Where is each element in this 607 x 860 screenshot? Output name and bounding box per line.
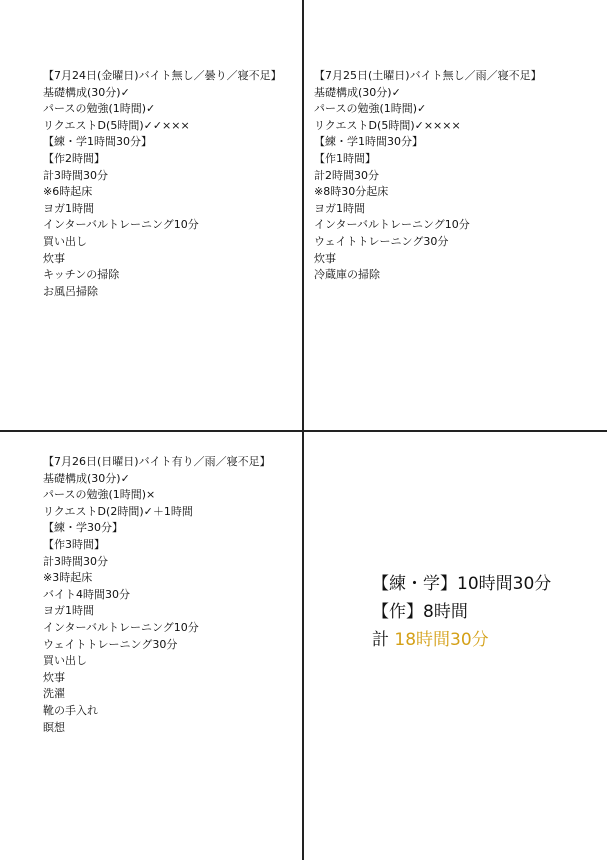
- log-line: 冷蔵庫の掃除: [314, 268, 380, 282]
- log-line: 洗濯: [43, 687, 65, 701]
- log-line: ※6時起床: [43, 185, 93, 199]
- log-line: 【7月24日(金曜日)バイト無し／曇り／寝不足】: [43, 69, 282, 82]
- log-line: バイト4時間30分: [43, 587, 130, 601]
- day-log-jul26: [43, 454, 271, 736]
- log-line: ウェイトトレーニング30分: [314, 234, 449, 248]
- summary-total: [372, 626, 551, 654]
- log-line: 炊事: [43, 251, 65, 265]
- log-line: 【練・学30分】: [43, 521, 123, 535]
- log-line: 【作2時間】: [43, 151, 105, 165]
- log-line: リクエストD(5時間)✓××××: [314, 118, 461, 132]
- log-line: 炊事: [43, 670, 65, 684]
- log-line: お風呂掃除: [43, 284, 98, 298]
- log-line: 買い出し: [43, 654, 87, 668]
- day-log-jul24: [43, 68, 282, 300]
- summary-total-value: 18時間30分: [394, 630, 489, 650]
- log-line: 【作3時間】: [43, 537, 105, 551]
- log-line: ヨガ1時間: [43, 604, 94, 618]
- log-line: インターバルトレーニング10分: [43, 620, 199, 634]
- log-line: インターバルトレーニング10分: [43, 218, 199, 232]
- log-line: 瞑想: [43, 720, 65, 734]
- day-log-jul25: [314, 68, 542, 284]
- log-line: 【7月26日(日曜日)バイト有り／雨／寝不足】: [43, 455, 271, 468]
- summary-total-label: 計: [372, 630, 389, 650]
- log-line: パースの勉強(1時間)✓: [314, 102, 427, 116]
- log-line: 基礎構成(30分)✓: [314, 85, 401, 99]
- log-line: ※8時30分起床: [314, 185, 389, 199]
- log-line: 靴の手入れ: [43, 703, 98, 717]
- log-line: ヨガ1時間: [314, 201, 365, 215]
- log-line: 基礎構成(30分)✓: [43, 471, 130, 485]
- log-line: 基礎構成(30分)✓: [43, 85, 130, 99]
- summary-study: 【練・学】10時間30分: [372, 574, 552, 594]
- log-line: ヨガ1時間: [43, 201, 94, 215]
- log-line: 【作1時間】: [314, 151, 376, 165]
- log-line: パースの勉強(1時間)✓: [43, 102, 156, 116]
- log-line: ウェイトトレーニング30分: [43, 637, 178, 651]
- log-line: 【練・学1時間30分】: [314, 135, 423, 149]
- log-line: 【練・学1時間30分】: [43, 135, 152, 149]
- log-line: リクエストD(2時間)✓＋1時間: [43, 504, 193, 518]
- log-line: 買い出し: [43, 234, 87, 248]
- horizontal-divider: [0, 430, 607, 432]
- log-line: キッチンの掃除: [43, 268, 120, 282]
- log-line: 炊事: [314, 251, 336, 265]
- log-line: 計3時間30分: [43, 168, 108, 182]
- log-line: パースの勉強(1時間)×: [43, 488, 156, 502]
- log-line: ※3時起床: [43, 571, 93, 585]
- log-line: インターバルトレーニング10分: [314, 218, 470, 232]
- log-line: 【7月25日(土曜日)バイト無し／雨／寝不足】: [314, 69, 542, 82]
- summary-work: 【作】8時間: [372, 602, 468, 622]
- log-line: リクエストD(5時間)✓✓×××: [43, 118, 190, 132]
- log-line: 計3時間30分: [43, 554, 108, 568]
- weekly-summary: [372, 570, 551, 654]
- log-line: 計2時間30分: [314, 168, 379, 182]
